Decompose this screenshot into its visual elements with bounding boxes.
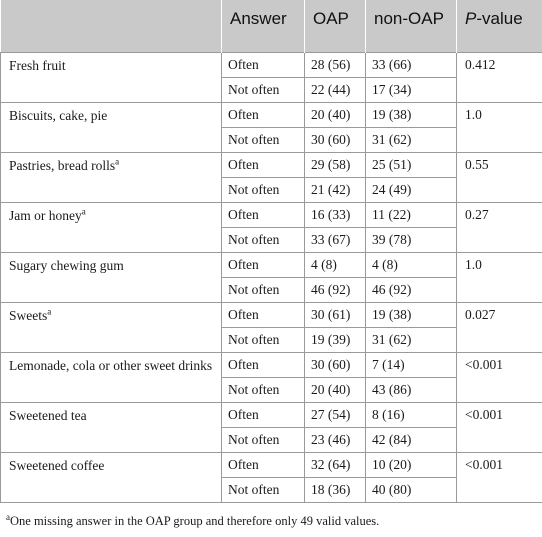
header-p-suffix: -value xyxy=(476,9,523,28)
non-oap-cell: 11 (22) xyxy=(366,202,457,227)
oap-cell: 20 (40) xyxy=(305,377,366,402)
non-oap-cell: 25 (51) xyxy=(366,152,457,177)
answer-cell: Not often xyxy=(222,427,305,452)
p-value-cell: 0.027 xyxy=(457,302,542,352)
p-value-cell: 1.0 xyxy=(457,102,542,152)
item-label: Pastries, bread rolls xyxy=(9,157,116,173)
table-row-often xyxy=(1,152,542,177)
item-cell xyxy=(1,402,222,452)
item-cell xyxy=(1,202,222,252)
footnote-text: One missing answer in the OAP group and therefore only 49 valid values. xyxy=(10,514,380,528)
non-oap-cell: 33 (66) xyxy=(366,52,457,77)
header-p-value xyxy=(457,0,542,52)
footnote-ref: a xyxy=(115,156,120,166)
answer-cell: Not often xyxy=(222,477,305,502)
non-oap-cell: 40 (80) xyxy=(366,477,457,502)
table-row-often xyxy=(1,102,542,127)
non-oap-cell: 31 (62) xyxy=(366,327,457,352)
item-cell xyxy=(1,452,222,502)
p-value-cell: 0.55 xyxy=(457,152,542,202)
item-label: Biscuits, cake, pie xyxy=(9,107,108,123)
oap-cell: 22 (44) xyxy=(305,77,366,102)
non-oap-cell: 39 (78) xyxy=(366,227,457,252)
header-p-letter: P xyxy=(465,9,477,28)
oap-cell: 16 (33) xyxy=(305,202,366,227)
non-oap-cell: 4 (8) xyxy=(366,252,457,277)
p-value-cell: <0.001 xyxy=(457,452,542,502)
oap-cell: 19 (39) xyxy=(305,327,366,352)
footnote-ref: a xyxy=(47,306,52,316)
item-label: Lemonade, cola or other sweet drinks xyxy=(9,357,213,373)
oap-cell: 4 (8) xyxy=(305,252,366,277)
table-row-often xyxy=(1,352,542,377)
non-oap-cell: 19 (38) xyxy=(366,302,457,327)
item-label: Jam or honey xyxy=(9,207,82,223)
answer-cell: Not often xyxy=(222,377,305,402)
footnote-marker: a xyxy=(6,511,10,522)
item-cell xyxy=(1,352,222,402)
table-row-often xyxy=(1,302,542,327)
non-oap-cell: 46 (92) xyxy=(366,277,457,302)
oap-cell: 23 (46) xyxy=(305,427,366,452)
non-oap-cell: 8 (16) xyxy=(366,402,457,427)
answer-cell: Not often xyxy=(222,327,305,352)
non-oap-cell: 24 (49) xyxy=(366,177,457,202)
table-row-often xyxy=(1,402,542,427)
item-label: Sweetened coffee xyxy=(9,457,105,473)
non-oap-cell: 43 (86) xyxy=(366,377,457,402)
oap-cell: 18 (36) xyxy=(305,477,366,502)
oap-cell: 30 (61) xyxy=(305,302,366,327)
oap-cell: 32 (64) xyxy=(305,452,366,477)
answer-cell: Often xyxy=(222,452,305,477)
p-value-cell: 0.27 xyxy=(457,202,542,252)
oap-cell: 27 (54) xyxy=(305,402,366,427)
oap-cell: 21 (42) xyxy=(305,177,366,202)
non-oap-cell: 17 (34) xyxy=(366,77,457,102)
answer-cell: Often xyxy=(222,52,305,77)
table-row-often xyxy=(1,452,542,477)
oap-cell: 33 (67) xyxy=(305,227,366,252)
non-oap-cell: 31 (62) xyxy=(366,127,457,152)
item-cell xyxy=(1,52,222,102)
item-label: Sugary chewing gum xyxy=(9,257,124,273)
non-oap-cell: 10 (20) xyxy=(366,452,457,477)
oap-cell: 20 (40) xyxy=(305,102,366,127)
table-row-often xyxy=(1,202,542,227)
answer-cell: Not often xyxy=(222,77,305,102)
footnote xyxy=(6,511,380,529)
p-value-cell: 0.412 xyxy=(457,52,542,102)
item-cell xyxy=(1,102,222,152)
answer-cell: Not often xyxy=(222,227,305,252)
non-oap-cell: 19 (38) xyxy=(366,102,457,127)
header-item xyxy=(1,0,222,52)
item-label: Sweetened tea xyxy=(9,407,87,423)
answer-cell: Often xyxy=(222,352,305,377)
item-cell xyxy=(1,302,222,352)
p-value-cell: 1.0 xyxy=(457,252,542,302)
table-row-often xyxy=(1,52,542,77)
non-oap-cell: 42 (84) xyxy=(366,427,457,452)
header-non-oap: non-OAP xyxy=(366,0,457,52)
item-cell xyxy=(1,152,222,202)
item-label: Sweets xyxy=(9,307,48,323)
header-oap: OAP xyxy=(305,0,366,52)
item-label: Fresh fruit xyxy=(9,57,66,73)
answer-cell: Not often xyxy=(222,177,305,202)
answer-cell: Not often xyxy=(222,277,305,302)
item-cell xyxy=(1,252,222,302)
answer-cell: Often xyxy=(222,252,305,277)
oap-cell: 30 (60) xyxy=(305,127,366,152)
oap-cell: 28 (56) xyxy=(305,52,366,77)
answer-cell: Not often xyxy=(222,127,305,152)
oap-cell: 29 (58) xyxy=(305,152,366,177)
answer-cell: Often xyxy=(222,202,305,227)
answer-cell: Often xyxy=(222,102,305,127)
oap-cell: 30 (60) xyxy=(305,352,366,377)
answer-cell: Often xyxy=(222,402,305,427)
answer-cell: Often xyxy=(222,152,305,177)
p-value-cell: <0.001 xyxy=(457,402,542,452)
answer-cell: Often xyxy=(222,302,305,327)
non-oap-cell: 7 (14) xyxy=(366,352,457,377)
p-value-cell: <0.001 xyxy=(457,352,542,402)
table-row-often xyxy=(1,252,542,277)
header-answer: Answer xyxy=(222,0,305,52)
footnote-ref: a xyxy=(81,206,86,216)
header-row xyxy=(1,0,542,52)
oap-cell: 46 (92) xyxy=(305,277,366,302)
